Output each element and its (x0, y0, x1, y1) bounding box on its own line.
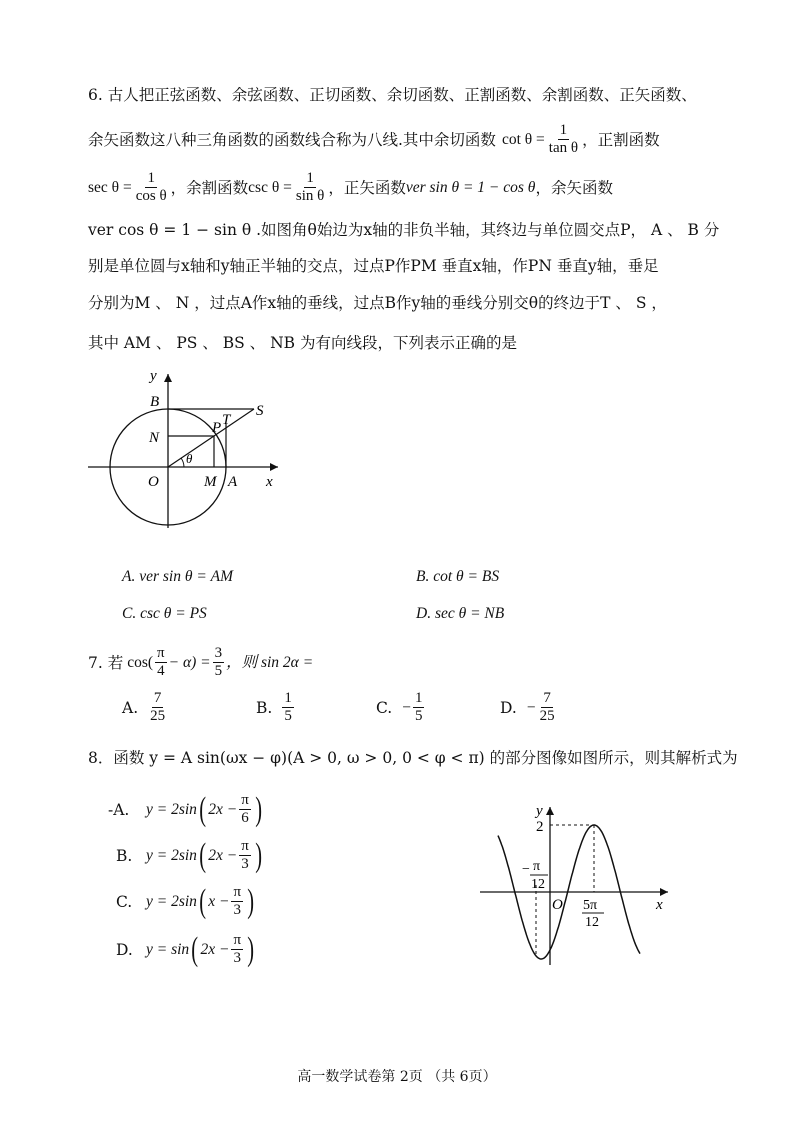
q6-line-7: 其中 AM 、 PS 、 BS 、 NB 为有向线段，下列表示正确的是 (88, 334, 517, 352)
q7-five: 5 (214, 663, 223, 679)
y-axis-arrow (164, 374, 172, 382)
q7-option-D-label: D. (500, 698, 517, 717)
q8-C-pre: y = 2sin (146, 892, 197, 910)
graph-label-twelve-b: 12 (585, 915, 599, 930)
q7-option-A-frac (148, 690, 167, 725)
q7-A-num: 7 (153, 690, 162, 706)
fig-label-A: A (228, 474, 238, 490)
q8-option-C-label: C. (116, 892, 133, 911)
cot-numerator: 1 (559, 122, 568, 138)
q7-A-den: 25 (150, 708, 166, 724)
q8-option-D[interactable] (116, 932, 256, 967)
sec-definition-lhs: sec θ = (88, 178, 132, 196)
graph-x-axis-arrow (660, 888, 668, 896)
q8-option-A-label: -A. (108, 800, 130, 819)
q7-option-C-label: C. (376, 698, 393, 717)
q8-C-inner: x − (208, 892, 230, 910)
q6-line-3-text-a: ，余割函数 (170, 178, 249, 197)
q7-C-sign: − (402, 698, 411, 716)
q6-option-D[interactable]: D. sec θ = NB (416, 605, 505, 622)
fig-label-theta: θ (186, 451, 193, 466)
graph-label-y: y (536, 803, 543, 819)
q7-B-den: 5 (284, 708, 292, 724)
csc-numerator: 1 (306, 170, 314, 186)
q7-option-D-frac (538, 690, 557, 725)
q8-option-B-label: B. (116, 846, 133, 865)
fig-label-y: y (150, 368, 157, 384)
fig-label-B: B (150, 394, 160, 410)
q7-option-A-label: A. (122, 698, 139, 717)
q7-option-B-frac (282, 690, 294, 725)
q7-three: 3 (214, 645, 223, 661)
q6-line-3 (88, 170, 613, 205)
q6-line-6: 分别为M 、 N ，过点A作x轴的垂线，过点B作y轴的垂线分别交θ的终边于T 、 S ， (88, 294, 667, 312)
q8-A-pre: y = 2sin (146, 800, 197, 818)
theta-arc (181, 458, 184, 467)
csc-definition-fraction (294, 170, 326, 205)
q7-option-A[interactable] (122, 690, 169, 725)
cot-denominator: tan θ (548, 140, 579, 156)
q7-pi: π (157, 645, 165, 661)
q8-D-frac (231, 932, 243, 967)
fig-label-S: S (256, 403, 264, 419)
q8-A-inner: 2x − (208, 800, 238, 818)
q8-A-den: 6 (241, 810, 249, 826)
q8-B-num: π (241, 838, 249, 854)
q7-minus-alpha: − α) = (168, 653, 211, 671)
q8-C-rparen: ) (247, 882, 255, 920)
q6-line-2-tail: ，正割函数 (582, 130, 660, 149)
versin-definition: ver sin θ = 1 − cos θ (405, 178, 536, 196)
q6-line-3-text-b: ，正矢函数 (328, 178, 406, 197)
q8-option-B[interactable] (116, 838, 264, 873)
q8-B-den: 3 (241, 856, 249, 872)
unit-circle-figure (80, 362, 290, 532)
q8-B-pre: y = 2sin (146, 846, 197, 864)
graph-label-minus-sign: − (522, 862, 530, 877)
q8-A-num: π (241, 792, 249, 808)
fig-label-x: x (266, 474, 273, 490)
q8-A-rparen: ) (255, 790, 262, 828)
q8-stem: 8．函数 y = A sin(ωx − φ)(A > 0, ω > 0, 0 < φ < π) 的部分图像如图所示，则其解析式为 (88, 749, 738, 767)
graph-label-x: x (656, 897, 663, 913)
q6-line-4: ver cos θ = 1 − sin θ .如图角θ始边为x轴的非负半轴，其终边与单位圆交点P， A 、 B 分 (88, 221, 720, 239)
cot-definition-fraction (547, 122, 580, 157)
q6-line-5: 别是单位圆与x轴和y轴正半轴的交点，过点P作PM 垂直x轴，作PN 垂直y轴，垂足 (88, 257, 659, 275)
q7-suffix: ，则 sin 2α = (226, 653, 314, 671)
q6-line-1: 6. 古人把正弦函数、余弦函数、正切函数、余切函数、正割函数、余割函数、正矢函数、 (88, 86, 697, 104)
q7-four: 4 (157, 663, 165, 679)
q8-D-num: π (233, 932, 242, 948)
q8-D-den: 3 (233, 950, 242, 966)
q8-C-den: 3 (233, 902, 242, 918)
q7-B-num: 1 (284, 690, 292, 706)
q7-D-num: 7 (543, 690, 551, 706)
sec-numerator: 1 (147, 170, 155, 186)
graph-label-twelve: 12 (531, 877, 545, 892)
q8-B-inner: 2x − (208, 846, 238, 864)
cot-definition-lhs: cot θ = (501, 130, 545, 148)
graph-y-axis-arrow (546, 807, 554, 815)
q7-C-num: 1 (414, 690, 423, 706)
q8-B-lparen: ( (199, 836, 206, 874)
fig-label-N: N (149, 430, 160, 446)
q7-stem (88, 645, 313, 680)
q7-C-den: 5 (414, 708, 423, 724)
q8-C-num: π (233, 884, 242, 900)
q7-three-fifths (213, 645, 225, 680)
x-axis-arrow (270, 463, 278, 471)
q8-D-rparen: ) (247, 930, 255, 968)
q7-option-B[interactable] (256, 690, 296, 725)
fig-label-O: O (148, 474, 159, 490)
q8-D-lparen: ( (191, 930, 199, 968)
q7-pi-over-4 (155, 645, 167, 680)
q7-option-D[interactable] (500, 690, 559, 725)
sine-graph-figure (470, 795, 680, 975)
q8-A-lparen: ( (199, 790, 206, 828)
q6-line-2-text: 余矢函数这八种三角函数的函数线合称为八线.其中余切函数 (88, 130, 496, 149)
sec-definition-fraction (134, 170, 169, 205)
q6-line-2 (88, 122, 660, 157)
q7-option-B-label: B. (256, 698, 273, 717)
q7-D-den: 25 (539, 708, 555, 724)
q6-option-B[interactable]: B. cot θ = BS (416, 568, 500, 585)
q8-C-frac (231, 884, 243, 919)
graph-label-O: O (552, 897, 563, 913)
q7-D-sign: − (526, 698, 536, 716)
q7-option-C[interactable] (376, 690, 426, 725)
page-footer: 高一数学试卷第 2页 （共 6页） (297, 1069, 497, 1085)
graph-label-pi: π (533, 859, 541, 874)
fig-label-P: P (212, 420, 222, 436)
q8-D-pre: y = sin (146, 940, 190, 958)
csc-definition-lhs: csc θ = (248, 178, 292, 196)
fig-label-T: T (222, 412, 231, 428)
q6-line-3-text-c: ，余矢函数 (535, 178, 613, 197)
q8-B-frac (239, 838, 251, 873)
q8-A-frac (239, 792, 251, 827)
fig-label-M: M (204, 474, 217, 490)
graph-label-5pi: 5π (583, 898, 598, 913)
q8-B-rparen: ) (255, 836, 262, 874)
graph-label-2: 2 (536, 819, 544, 835)
q6-option-C[interactable]: C. csc θ = PS (122, 605, 207, 622)
q8-D-inner: 2x − (200, 940, 230, 958)
q7-prefix: 7. 若 (88, 653, 124, 672)
q8-option-C[interactable] (116, 884, 256, 919)
q8-option-A[interactable] (108, 792, 264, 827)
q7-cos-open: cos( (127, 653, 154, 671)
q6-option-A[interactable]: A. ver sin θ = AM (122, 568, 234, 585)
sec-denominator: cos θ (135, 188, 167, 204)
q7-option-C-frac (413, 690, 425, 725)
q8-C-lparen: ( (199, 882, 206, 920)
q8-option-D-label: D. (116, 940, 133, 959)
csc-denominator: sin θ (295, 188, 325, 204)
